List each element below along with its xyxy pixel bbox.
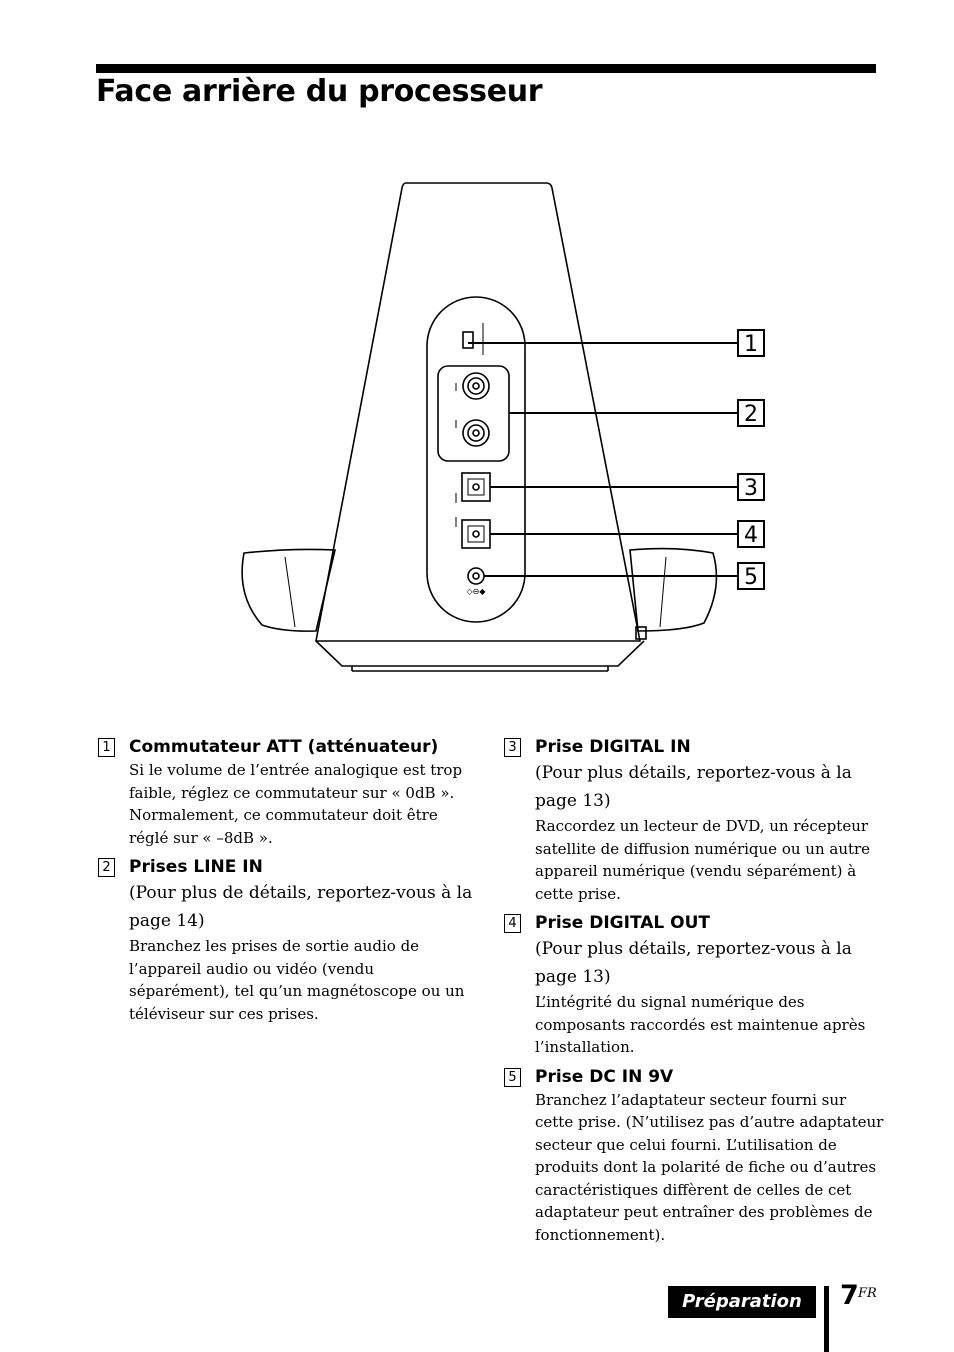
item-description: L’intégrité du signal numérique des composants raccordés est maintenue après l’installation.: [535, 993, 866, 1056]
item-number: 4: [504, 914, 521, 933]
item-reference: (Pour plus de détails, reportez-vous à la page 14): [129, 883, 473, 931]
item-title: Prise DIGITAL OUT: [535, 913, 710, 933]
svg-text:5: 5: [744, 565, 758, 590]
svg-text:1: 1: [744, 332, 758, 357]
line-in-group: [438, 366, 509, 461]
right-wing: [630, 549, 716, 631]
item-digital-out: [504, 911, 884, 1059]
item-title: Prise DIGITAL IN: [535, 737, 691, 757]
description-column-left: [98, 735, 478, 1031]
item-number: 3: [504, 738, 521, 757]
page-language-suffix: FR: [858, 1286, 877, 1301]
item-reference: (Pour plus détails, reportez-vous à la page 13): [535, 763, 852, 811]
digital-out-jack: [462, 520, 490, 548]
description-column-right: [504, 735, 884, 1252]
callout-3: [738, 474, 764, 501]
item-line-in: [98, 855, 478, 1025]
left-wing: [242, 549, 335, 631]
svg-text:◇⊖◆: ◇⊖◆: [466, 587, 486, 596]
callout-5: [738, 563, 764, 590]
page-number-rule: [824, 1286, 829, 1352]
svg-text:3: 3: [744, 476, 758, 501]
callout-4: [738, 521, 764, 548]
item-digital-in: [504, 735, 884, 905]
item-number: 2: [98, 858, 115, 877]
svg-text:2: 2: [744, 402, 758, 427]
digital-in-jack: [462, 473, 490, 501]
item-att-switch: [98, 735, 478, 849]
processor-rear-diagram: [230, 175, 790, 695]
item-dc-in: [504, 1065, 884, 1247]
item-title: Prises LINE IN: [129, 857, 263, 877]
base: [316, 641, 644, 666]
item-reference: (Pour plus détails, reportez-vous à la page 13): [535, 939, 852, 987]
dc-in-jack: [468, 568, 484, 584]
callout-1: [738, 330, 764, 357]
page-title: Face arrière du processeur: [96, 74, 543, 109]
item-number: 1: [98, 738, 115, 757]
svg-text:4: 4: [744, 523, 758, 548]
item-number: 5: [504, 1068, 521, 1087]
item-description: Si le volume de l’entrée analogique est trop faible, réglez ce commutateur sur « 0dB ». Normalement, ce commutateur doit être réglé sur « –8dB ».: [129, 761, 463, 847]
callout-2: [738, 400, 764, 427]
item-description: Raccordez un lecteur de DVD, un récepteur satellite de diffusion numérique ou un autre appareil numérique (vendu séparément) à cette prise.: [535, 817, 871, 903]
item-title: Commutateur ATT (atténuateur): [129, 737, 439, 757]
item-description: Branchez l’adaptateur secteur fourni sur cette prise. (N’utilisez pas d’autre adaptateur secteur que celui fourni. L’utilisation de produits dont la polarité de fiche ou d’autres caractéristiques diffèrent de celles de cet adaptateur peut entraîner des problèmes de fonctionnement).: [535, 1090, 884, 1244]
page-number: 7: [840, 1280, 859, 1311]
line-in-jack-upper: [463, 373, 489, 399]
item-description: Branchez les prises de sortie audio de l’appareil audio ou vidéo (vendu séparément), tel qu’un magnétoscope ou un téléviseur sur ces prises.: [129, 937, 465, 1023]
att-switch: [463, 332, 473, 348]
section-tab: Préparation: [668, 1286, 816, 1318]
line-in-jack-lower: [463, 420, 489, 446]
item-title: Prise DC IN 9V: [535, 1066, 674, 1087]
title-rule: [96, 64, 876, 73]
